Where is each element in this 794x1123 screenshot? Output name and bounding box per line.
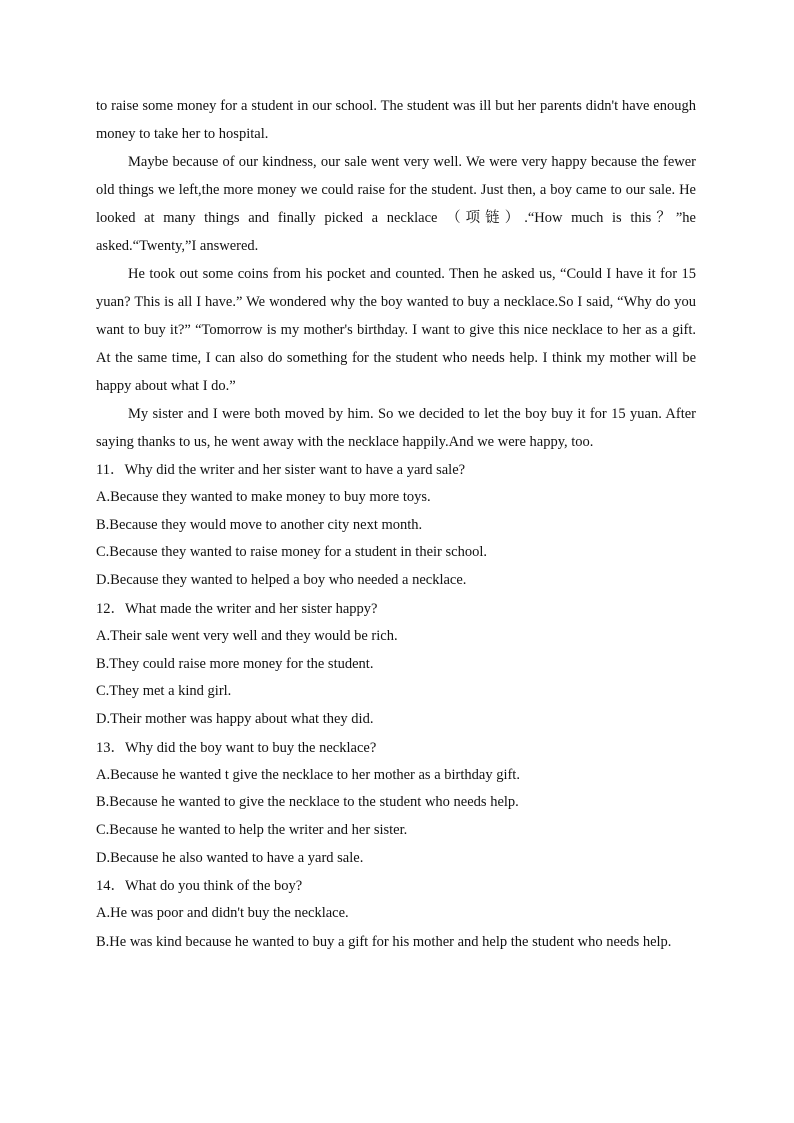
answer-option: D.Their mother was happy about what they did. — [96, 710, 374, 727]
answer-option: B.They could raise more money for the student. — [96, 655, 374, 672]
question-block — [96, 595, 696, 734]
question-stem: 14．What do you think of the boy? — [96, 878, 303, 895]
answer-option: B.He was kind because he wanted to buy a gift for his mother and help the student who needs help. — [96, 934, 672, 951]
question-stem: 12．What made the writer and her sister happy? — [96, 600, 378, 617]
answer-option: C.Because he wanted to help the writer and her sister. — [96, 822, 408, 839]
answer-option: B.Because he wanted to give the necklace to the student who needs help. — [96, 794, 519, 811]
passage-paragraph: Maybe because of our kindness, our sale went very well. We were very happy because the fewer old things we left,the more money we could raise for the student. Just then, a boy came to our sale. He looked at many things and finally picked a necklace （项链）.“How much is this？”he asked.“Twenty,”I answered. — [96, 154, 696, 254]
answer-option: B.Because they would move to another city next month. — [96, 516, 423, 533]
question-block — [96, 872, 696, 956]
question-stem: 11．Why did the writer and her sister want to have a yard sale? — [96, 462, 466, 478]
question-block — [96, 456, 696, 595]
answer-option: D.Because they wanted to helped a boy who needed a necklace. — [96, 572, 467, 589]
document-content — [96, 92, 696, 956]
answer-option: A.Because he wanted t give the necklace to her mother as a birthday gift. — [96, 766, 520, 783]
passage-paragraph: He took out some coins from his pocket and counted. Then he asked us, “Could I have it for 15 yuan? This is all I have.” We wondered why the boy wanted to buy a necklace.So I said, “Why do you want to buy it?” “Tomorrow is my mother's birthday. I want to give this nice necklace to her as a gift. At the same time, I can also do something for the student who needs help. I think my mother will be happy about what I do.” — [96, 266, 696, 394]
answer-option: A.Their sale went very well and they would be rich. — [96, 627, 398, 644]
answer-option: C.Because they wanted to raise money for a student in their school. — [96, 544, 487, 561]
answer-option: A.Because they wanted to make money to buy more toys. — [96, 489, 431, 505]
answer-option: A.He was poor and didn't buy the necklace. — [96, 905, 349, 922]
passage-paragraph: My sister and I were both moved by him. So we decided to let the boy buy it for 15 yuan. After saying thanks to us, he went away with the necklace happily.And we were happy, too. — [96, 406, 696, 450]
question-stem: 13．Why did the boy want to buy the necklace? — [96, 739, 377, 756]
answer-option: C.They met a kind girl. — [96, 683, 232, 700]
answer-option: D.Because he also wanted to have a yard sale. — [96, 849, 364, 866]
passage-paragraph: to raise some money for a student in our school. The student was ill but her parents didn't have enough money to take her to hospital. — [96, 98, 696, 142]
question-block — [96, 734, 696, 873]
